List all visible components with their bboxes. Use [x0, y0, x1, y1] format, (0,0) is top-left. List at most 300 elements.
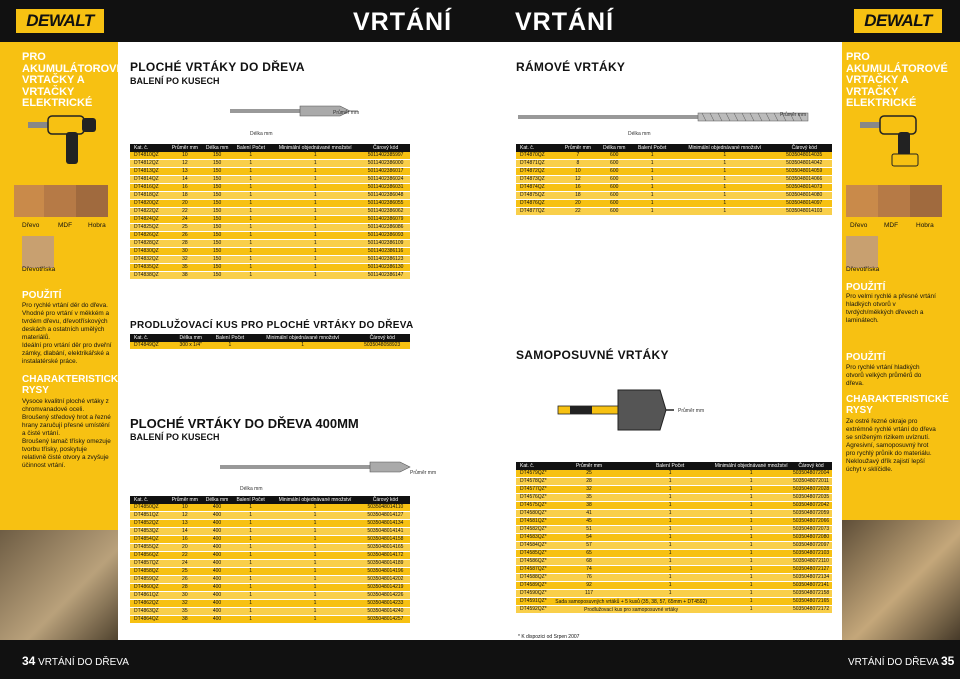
- footer-right: [848, 654, 954, 668]
- table-row: [130, 272, 410, 280]
- table-cell: 24: [168, 216, 202, 224]
- table-cell: 1: [673, 176, 776, 184]
- material-label: Hobra: [916, 222, 934, 229]
- table-cell: 38: [168, 616, 202, 624]
- footer-left: [22, 654, 129, 668]
- table-row: [516, 192, 832, 200]
- column-header: Balení Počet: [232, 496, 269, 504]
- table-cell: DT4832QZ: [130, 256, 168, 264]
- section-title: PRODLUŽOVACÍ KUS PRO PLOCHÉ VRTÁKY DO DŘEVA: [130, 320, 414, 331]
- table-cell: 150: [202, 192, 232, 200]
- table-cell: DT4861QZ: [130, 592, 168, 600]
- table-cell: 1: [232, 200, 269, 208]
- table-cell: 1: [628, 518, 712, 526]
- table-cell: DT4850QZ: [130, 504, 168, 512]
- table-row: [130, 528, 410, 536]
- table-cell: 400: [202, 608, 232, 616]
- table-row: [516, 550, 832, 558]
- mdf-swatch: [44, 185, 76, 217]
- column-header: Čárový kód: [361, 496, 410, 504]
- column-header: Minimální objednávané množství: [712, 462, 790, 470]
- table-row: [130, 152, 410, 160]
- table-row: [516, 486, 832, 494]
- column-header: Délka mm: [202, 144, 232, 152]
- table-cell: 1: [269, 216, 361, 224]
- table-cell: 5035048014042: [776, 160, 832, 168]
- table-cell: 1: [712, 566, 790, 574]
- section-subtitle: BALENÍ PO KUSECH: [130, 76, 220, 86]
- feature-item: Nekloužavý dřík zajistí lepší úchyt v sklíčidle.: [846, 458, 925, 473]
- table-cell: 1: [673, 208, 776, 216]
- page-title-left: VRTÁNÍ: [353, 8, 453, 36]
- table-cell: 1: [628, 494, 712, 502]
- footer-text: VRTÁNÍ DO DŘEVA: [38, 657, 129, 668]
- table-row: [130, 544, 410, 552]
- table-cell: DT4822QZ: [130, 208, 168, 216]
- table-cell: 1: [232, 592, 269, 600]
- table-cell: 1: [232, 616, 269, 624]
- table-cell: 1: [631, 168, 673, 176]
- dewalt-logo-left: DEWALT: [14, 7, 106, 35]
- table-cell: 150: [202, 240, 232, 248]
- table-cell: 1: [232, 232, 269, 240]
- table-cell: 1: [269, 608, 361, 616]
- table-cell: 1: [631, 200, 673, 208]
- diameter-label: Průměr mm: [333, 110, 360, 116]
- table-cell: 5035048014165: [361, 544, 410, 552]
- table-row: [516, 152, 832, 160]
- table-cell: 1: [269, 240, 361, 248]
- table-cell: 1: [712, 542, 790, 550]
- table-cell: 57: [550, 542, 628, 550]
- table-cell: 5035048072035: [790, 494, 832, 502]
- page-number: 35: [941, 654, 955, 668]
- diameter-label: Průměr mm: [678, 408, 705, 414]
- bottom-bar: [0, 640, 960, 679]
- table-cell: 1: [269, 256, 361, 264]
- table-cell: 1: [269, 208, 361, 216]
- table-cell: 1: [269, 184, 361, 192]
- table-cell: 1: [628, 534, 712, 542]
- cordless-drill-icon: [858, 108, 934, 168]
- table-cell: 5035048014073: [776, 184, 832, 192]
- table-cell: 1: [628, 582, 712, 590]
- table-cell: 25: [550, 470, 628, 478]
- feature-item: Broušený středový hrot a řezné hrany zaručují přesné umístění a čisté vrtání.: [22, 414, 111, 437]
- table-cell: 400: [202, 616, 232, 624]
- table-row: [130, 160, 410, 168]
- table-cell: 22: [168, 208, 202, 216]
- table-row: [130, 608, 410, 616]
- table-header-row: [516, 144, 832, 152]
- table-row: [130, 592, 410, 600]
- table-cell: 1: [269, 272, 361, 280]
- table-cell: 5035048014103: [776, 208, 832, 216]
- table-cell: 30: [168, 248, 202, 256]
- table-cell: 25: [168, 224, 202, 232]
- table-cell: 35: [168, 608, 202, 616]
- table-cell: DT4579QZ*: [516, 470, 550, 478]
- table-cell: 5035048072158: [790, 590, 832, 598]
- table-cell: 12: [168, 160, 202, 168]
- table-cell: 18: [558, 192, 597, 200]
- table-cell: 5035048072028: [790, 486, 832, 494]
- table-cell: 5035048072059: [790, 510, 832, 518]
- table-cell: 1: [232, 152, 269, 160]
- table-cell: 1: [232, 160, 269, 168]
- table-cell: 12: [168, 512, 202, 520]
- table-row: [516, 518, 832, 526]
- dewalt-logo-right: DEWALT: [852, 7, 944, 35]
- table-cell: 150: [202, 184, 232, 192]
- table-cell: DT4591QZ*: [516, 598, 550, 606]
- table-cell: 1: [232, 584, 269, 592]
- table-cell: DT4862QZ: [130, 600, 168, 608]
- table-cell: DT4586QZ*: [516, 558, 550, 566]
- table-cell: DT4855QZ: [130, 544, 168, 552]
- table-cell: 400: [202, 544, 232, 552]
- table-row: [516, 534, 832, 542]
- left-side-heading: PRO AKUMULÁTOROVÉ VRTAČKY A VRTAČKY ELEKTRICKÉ: [22, 51, 124, 109]
- table-cell: 1: [269, 504, 361, 512]
- chipboard-swatch: [22, 236, 54, 268]
- table-cell: 1: [628, 566, 712, 574]
- table-cell: 1: [628, 486, 712, 494]
- table-cell: 400: [202, 600, 232, 608]
- table-row: [130, 584, 410, 592]
- column-header: Balení Počet: [209, 334, 251, 342]
- table-cell: 1: [673, 160, 776, 168]
- use-heading: POUŽITÍ: [22, 290, 62, 301]
- chipboard-swatch: [846, 236, 878, 268]
- table-cell: 600: [597, 176, 631, 184]
- table-row: [130, 568, 410, 576]
- table-cell: 1: [232, 176, 269, 184]
- table-cell: 600: [597, 192, 631, 200]
- use-heading: POUŽITÍ: [846, 282, 886, 293]
- table-header-row: [516, 462, 832, 470]
- column-header: Čárový kód: [361, 144, 410, 152]
- table-cell: 32: [168, 600, 202, 608]
- table-cell: 1: [232, 600, 269, 608]
- table-cell: 45: [550, 518, 628, 526]
- table-cell: 20: [168, 544, 202, 552]
- table-cell: 26: [168, 576, 202, 584]
- table-cell: 1: [712, 518, 790, 526]
- table-cell: 1: [232, 192, 269, 200]
- table-cell: 5011402386109: [361, 240, 410, 248]
- table-cell: 8: [558, 160, 597, 168]
- table-cell: 5035048014035: [776, 152, 832, 160]
- table-cell: 1: [712, 526, 790, 534]
- table-cell: DT4835QZ: [130, 264, 168, 272]
- table-row: [516, 574, 832, 582]
- table-cell: 5035048014219: [361, 584, 410, 592]
- table-cell: DT4857QZ: [130, 560, 168, 568]
- table-row: [516, 502, 832, 510]
- section-title: RÁMOVÉ VRTÁKY: [516, 60, 626, 74]
- table-cell: 24: [168, 560, 202, 568]
- table-cell: DT4876QZ: [516, 200, 558, 208]
- table-cell: 5035048072004: [790, 470, 832, 478]
- table-cell: 1: [628, 502, 712, 510]
- table-cell: DT4877QZ: [516, 208, 558, 216]
- wood-swatch: [14, 185, 46, 217]
- column-header: Balení Počet: [628, 462, 712, 470]
- table-cell: 5011402386116: [361, 248, 410, 256]
- table-cell: 5035048072165: [790, 598, 832, 606]
- table-cell: 35: [168, 264, 202, 272]
- material-label: Hobra: [88, 222, 106, 229]
- table-cell: DT4592QZ*: [516, 606, 550, 614]
- table-cell: 1: [673, 200, 776, 208]
- table-cell: 14: [168, 528, 202, 536]
- product-table: [130, 334, 410, 350]
- table-cell: 1: [269, 176, 361, 184]
- table-cell: 20: [558, 200, 597, 208]
- table-cell: 5035048014059: [776, 168, 832, 176]
- page-number: 34: [22, 654, 36, 668]
- table-cell: 5035048072141: [790, 582, 832, 590]
- table-cell: 400: [202, 552, 232, 560]
- table-cell: 1: [631, 160, 673, 168]
- table-cell: 38: [168, 272, 202, 280]
- table-cell: 30: [168, 592, 202, 600]
- material-label: Dřevo: [22, 222, 40, 229]
- table-cell: 1: [232, 216, 269, 224]
- table-cell: 13: [168, 168, 202, 176]
- table-cell: 10: [168, 152, 202, 160]
- table-cell: 5035048072011: [790, 478, 832, 486]
- table-cell: 1: [269, 584, 361, 592]
- table-cell: 1: [628, 542, 712, 550]
- table-row: [516, 160, 832, 168]
- table-cell: 1: [712, 502, 790, 510]
- table-cell: 1: [232, 536, 269, 544]
- table-cell: 1: [712, 598, 790, 606]
- table-row: [130, 512, 410, 520]
- table-row: [130, 576, 410, 584]
- table-header-row: [130, 496, 410, 504]
- column-header: Čárový kód: [776, 144, 832, 152]
- table-cell: 600: [597, 200, 631, 208]
- table-cell: 5035048072066: [790, 518, 832, 526]
- features-heading: CHARAKTERISTICKÉ RYSY: [22, 374, 125, 396]
- table-cell: DT4581QZ*: [516, 518, 550, 526]
- table-cell: 92: [550, 582, 628, 590]
- use-item: Pro rychlé vrtání děr do dřeva.: [22, 302, 108, 309]
- material-label: Dřevotříska: [846, 266, 880, 273]
- drill-icon: [26, 108, 102, 168]
- use-item: Vhodné pro vrtání v měkkém a tvrdém dřevu, dřevotřískových deskách a ostatních umělých materiálů.: [22, 310, 110, 341]
- table-cell: 150: [202, 248, 232, 256]
- table-cell: 150: [202, 264, 232, 272]
- table-cell: 16: [558, 184, 597, 192]
- table-cell: 1: [269, 224, 361, 232]
- table-cell: DT4577QZ*: [516, 486, 550, 494]
- table-cell: 5011402386031: [361, 184, 410, 192]
- table-row: [130, 200, 410, 208]
- table-cell: DT4854QZ: [130, 536, 168, 544]
- table-cell: DT4870QZ: [516, 152, 558, 160]
- top-bar: [0, 0, 960, 42]
- table-cell: 32: [550, 486, 628, 494]
- table-row: [130, 184, 410, 192]
- table-cell: 1: [628, 470, 712, 478]
- table-cell: 10: [168, 504, 202, 512]
- table-cell: 5035048058923: [354, 342, 410, 350]
- table-row: [130, 600, 410, 608]
- table-row: [516, 208, 832, 216]
- table-cell: DT4853QZ: [130, 528, 168, 536]
- table-cell: 25: [168, 568, 202, 576]
- table-cell: DT4820QZ: [130, 200, 168, 208]
- table-cell: 1: [673, 168, 776, 176]
- table-cell: 5011402386055: [361, 200, 410, 208]
- table-row: [516, 478, 832, 486]
- table-cell: DT4858QZ: [130, 568, 168, 576]
- table-cell: 5011402386086: [361, 224, 410, 232]
- table-row: [130, 536, 410, 544]
- right-side-heading: PRO AKUMULÁTOROVÉ VRTAČKY A VRTAČKY ELEKTRICKÉ: [846, 51, 948, 109]
- table-row: [130, 256, 410, 264]
- column-header: Balení Počet: [232, 144, 269, 152]
- table-cell: DT4583QZ*: [516, 534, 550, 542]
- table-cell: DT4859QZ: [130, 576, 168, 584]
- table-cell: DT4873QZ: [516, 176, 558, 184]
- table-cell: 1: [269, 520, 361, 528]
- column-header: Délka mm: [202, 496, 232, 504]
- use-item: Pro rychlé vrtání hladkých otvorů velkých průměrů do dřeva.: [846, 364, 922, 387]
- table-cell: 1: [269, 152, 361, 160]
- column-header: Čárový kód: [790, 462, 832, 470]
- table-cell: Sada samoposuvných vrtáků + 5 kusů (35, 38, 57, 65mm + DT4592): [550, 598, 712, 606]
- table-row: [516, 494, 832, 502]
- table-cell: 1: [631, 184, 673, 192]
- table-row: [516, 200, 832, 208]
- use-heading-2: POUŽITÍ: [846, 352, 886, 363]
- table-cell: 150: [202, 256, 232, 264]
- table-cell: 1: [712, 606, 790, 614]
- table-cell: DT4863QZ: [130, 608, 168, 616]
- section-title: SAMOPOSUVNÉ VRTÁKY: [516, 348, 669, 362]
- table-cell: 1: [269, 512, 361, 520]
- table-cell: 1: [232, 184, 269, 192]
- feature-item: Vysoce kvalitní ploché vrtáky z chromvanadové oceli.: [22, 398, 109, 413]
- table-cell: 5035048072080: [790, 534, 832, 542]
- table-cell: 1: [251, 342, 354, 350]
- material-label: Dřevotříska: [22, 266, 56, 273]
- table-cell: 1: [631, 208, 673, 216]
- table-cell: 5011402386147: [361, 272, 410, 280]
- table-cell: 65: [550, 550, 628, 558]
- table-cell: 1: [269, 536, 361, 544]
- table-cell: 150: [202, 272, 232, 280]
- table-cell: 600: [597, 168, 631, 176]
- table-cell: 5011402386093: [361, 232, 410, 240]
- table-cell: 51: [550, 526, 628, 534]
- table-row: [130, 520, 410, 528]
- table-cell: 150: [202, 168, 232, 176]
- feature-item: Ze ostré řezné okraje pro extrémně rychlé vrtání do dřeva se sníženým rizikem uvíznutí.: [846, 418, 936, 441]
- table-cell: DT4576QZ*: [516, 494, 550, 502]
- table-cell: 5035048014134: [361, 520, 410, 528]
- table-cell: 1: [269, 160, 361, 168]
- table-cell: 5011402386048: [361, 192, 410, 200]
- table-row: [130, 168, 410, 176]
- table-cell: 5035048072134: [790, 574, 832, 582]
- table-cell: 1: [269, 560, 361, 568]
- table-cell: 1: [631, 192, 673, 200]
- table-cell: DT4578QZ*: [516, 478, 550, 486]
- table-cell: DT4589QZ*: [516, 582, 550, 590]
- table-cell: 1: [269, 592, 361, 600]
- table-cell: 5011402386000: [361, 160, 410, 168]
- length-label: Délka mm: [240, 486, 263, 492]
- table-cell: 1: [232, 528, 269, 536]
- column-header: Minimální objednávané množství: [269, 144, 361, 152]
- table-row: [130, 248, 410, 256]
- product-table: [130, 496, 410, 624]
- table-cell: 18: [168, 192, 202, 200]
- table-cell: DT4825QZ: [130, 224, 168, 232]
- table-cell: 28: [168, 240, 202, 248]
- table-cell: 5035048014097: [776, 200, 832, 208]
- table-cell: 5035048014127: [361, 512, 410, 520]
- table-cell: 1: [232, 568, 269, 576]
- table-cell: 5035048014226: [361, 592, 410, 600]
- page-title-right: VRTÁNÍ: [515, 8, 615, 36]
- section-title: PLOCHÉ VRTÁKY DO DŘEVA: [130, 60, 305, 74]
- table-cell: 1: [232, 240, 269, 248]
- table-cell: 1: [712, 486, 790, 494]
- table-cell: 5035048014141: [361, 528, 410, 536]
- use-item: Pro velmi rychlé a přesné vrtání hladkých otvorů v tvrdých/měkkých dřevech a laminátech.: [846, 293, 936, 324]
- table-row: [516, 470, 832, 478]
- table-cell: 400: [202, 512, 232, 520]
- table-cell: 41: [550, 510, 628, 518]
- table-cell: 1: [232, 208, 269, 216]
- table-cell: DT4580QZ*: [516, 510, 550, 518]
- table-cell: 400: [202, 528, 232, 536]
- table-cell: 22: [168, 552, 202, 560]
- table-cell: 1: [269, 616, 361, 624]
- table-cell: 1: [232, 272, 269, 280]
- length-label: Délka mm: [628, 131, 651, 137]
- table-cell: 5035048014196: [361, 568, 410, 576]
- features-heading: CHARAKTERISTICKÉ RYSY: [846, 394, 949, 416]
- table-cell: 1: [712, 550, 790, 558]
- material-label: Dřevo: [850, 222, 868, 229]
- feature-item: Broušený lamač třísky omezuje tvorbu třísky, poskytuje relativně čisté otvory a zvyšuje účinnost vrtání.: [22, 438, 111, 469]
- table-row: [516, 606, 832, 614]
- table-header-row: [130, 334, 410, 342]
- table-cell: 1: [712, 494, 790, 502]
- table-cell: 28: [550, 478, 628, 486]
- table-cell: 1: [631, 176, 673, 184]
- table-cell: DT4587QZ*: [516, 566, 550, 574]
- hobra-swatch: [76, 185, 108, 217]
- table-cell: 54: [550, 534, 628, 542]
- section-title: PLOCHÉ VRTÁKY DO DŘEVA 400MM: [130, 416, 359, 431]
- material-label: MDF: [58, 222, 73, 229]
- table-cell: 13: [168, 520, 202, 528]
- table-cell: DT4813QZ: [130, 168, 168, 176]
- table-cell: 400: [202, 504, 232, 512]
- table-row: [516, 598, 832, 606]
- table-row: [130, 216, 410, 224]
- column-header: Průměr mm: [168, 496, 202, 504]
